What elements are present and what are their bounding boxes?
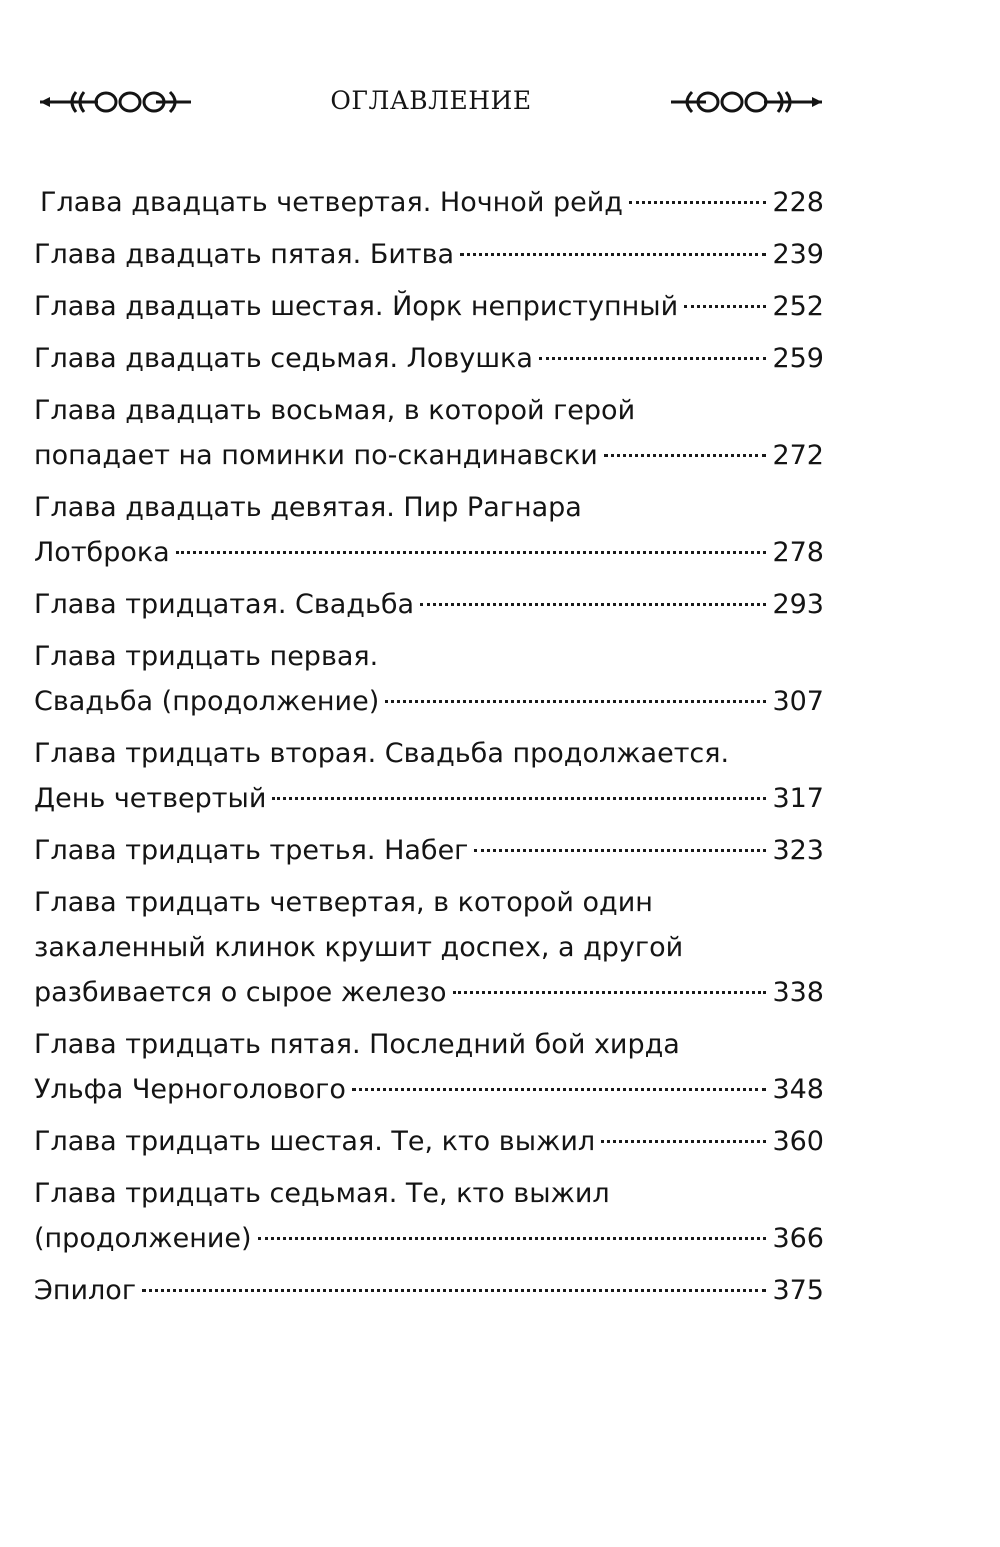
dot-leader [460, 253, 766, 256]
toc-entry [34, 485, 824, 575]
toc-entry-title: Свадьба (продолжение) [34, 686, 380, 717]
toc-entry-title-line: Глава тридцать седьмая. Те, кто выжил [34, 1178, 610, 1209]
toc-entry-row [34, 828, 824, 873]
toc-entry [40, 180, 824, 225]
toc-entry-title-line: Глава тридцать первая. [34, 641, 379, 672]
toc-entry-row [34, 1216, 824, 1261]
toc-entry-page-number: 338 [772, 977, 824, 1008]
dot-leader [272, 797, 766, 800]
dot-leader [629, 201, 767, 204]
toc-entry-page-number: 259 [772, 343, 824, 374]
toc-entry-page-number: 360 [772, 1126, 824, 1157]
dot-leader [684, 305, 766, 308]
dot-leader [352, 1088, 767, 1091]
toc-entry-title-line: Глава двадцать девятая. Пир Рагнара [34, 492, 582, 523]
toc-entry-page-number: 272 [772, 440, 824, 471]
toc-entry-row [34, 530, 824, 575]
dot-leader [142, 1289, 766, 1292]
toc-entry-row [34, 582, 824, 627]
toc-entry-row [34, 433, 824, 478]
toc-entry-page-number: 348 [772, 1074, 824, 1105]
toc-entry-title-line: Глава тридцать вторая. Свадьба продолжается. [34, 738, 730, 769]
toc-entry [34, 582, 824, 627]
toc-entry-row [34, 1119, 824, 1164]
toc-entry [34, 336, 824, 381]
toc-entry-title: (продолжение) [34, 1223, 252, 1254]
toc-entry-title: разбивается о сырое железо [34, 977, 447, 1008]
toc-entry-page-number: 293 [772, 589, 824, 620]
toc-entry [34, 232, 824, 277]
toc-entry-title: Эпилог [34, 1275, 137, 1306]
toc-entry-page-number: 252 [772, 291, 824, 322]
toc-entry-title: Глава двадцать шестая. Йорк неприступный [34, 291, 679, 322]
toc-entry [34, 388, 824, 478]
toc-entry-title: Глава тридцать третья. Набег [34, 835, 469, 866]
toc-entry-page-number: 323 [772, 835, 824, 866]
dot-leader [420, 603, 766, 606]
toc-entry [34, 828, 824, 873]
toc-entry-title: Глава двадцать седьмая. Ловушка [34, 343, 533, 374]
toc-entry-title: Глава двадцать пятая. Битва [34, 239, 455, 270]
toc-entry-row [34, 679, 824, 724]
dot-leader [453, 991, 767, 994]
toc-entry-page-number: 375 [772, 1275, 824, 1306]
toc-entry [34, 1268, 824, 1313]
toc-entry [34, 284, 824, 329]
ornament-right-icon [669, 84, 824, 120]
toc-entry-row [34, 232, 824, 277]
dot-leader [176, 551, 767, 554]
toc-entry-title-line: закаленный клинок крушит доспех, а другой [34, 932, 684, 963]
toc-entry-row [34, 970, 824, 1015]
dot-leader [601, 1140, 766, 1143]
table-of-contents [34, 180, 824, 1320]
toc-entry-title: попадает на поминки по-скандинавски [34, 440, 598, 471]
dot-leader [539, 357, 767, 360]
toc-entry-page-number: 239 [772, 239, 824, 270]
toc-entry-title: Глава двадцать четвертая. Ночной рейд [40, 187, 623, 218]
dot-leader [385, 700, 766, 703]
toc-header [38, 78, 824, 128]
dot-leader [604, 454, 767, 457]
toc-entry-title: Глава тридцатая. Свадьба [34, 589, 415, 620]
toc-entry-row [40, 180, 824, 225]
toc-entry-title-line: Глава тридцать пятая. Последний бой хирда [34, 1029, 680, 1060]
toc-entry-title: Ульфа Черноголового [34, 1074, 346, 1105]
dot-leader [474, 849, 766, 852]
toc-entry [34, 1119, 824, 1164]
toc-entry [34, 1171, 824, 1261]
toc-entry-page-number: 366 [772, 1223, 824, 1254]
toc-entry-title: День четвертый [34, 783, 267, 814]
toc-entry-row [34, 1067, 824, 1112]
toc-entry-page-number: 307 [772, 686, 824, 717]
toc-entry-title: Лотброка [34, 537, 170, 568]
dot-leader [258, 1237, 767, 1240]
toc-entry-page-number: 228 [772, 187, 824, 218]
toc-entry-row [34, 284, 824, 329]
toc-entry-title-line: Глава двадцать восьмая, в которой герой [34, 395, 636, 426]
toc-entry-page-number: 278 [772, 537, 824, 568]
toc-entry [34, 731, 824, 821]
toc-entry-row [34, 336, 824, 381]
page-title: ОГЛАВЛЕНИЕ [330, 86, 532, 115]
toc-entry-row [34, 776, 824, 821]
toc-entry-row [34, 1268, 824, 1313]
toc-entry-title: Глава тридцать шестая. Те, кто выжил [34, 1126, 596, 1157]
toc-entry-page-number: 317 [772, 783, 824, 814]
toc-entry [34, 634, 824, 724]
toc-entry-title-line: Глава тридцать четвертая, в которой один [34, 887, 653, 918]
toc-entry [34, 1022, 824, 1112]
toc-entry [34, 880, 824, 1015]
